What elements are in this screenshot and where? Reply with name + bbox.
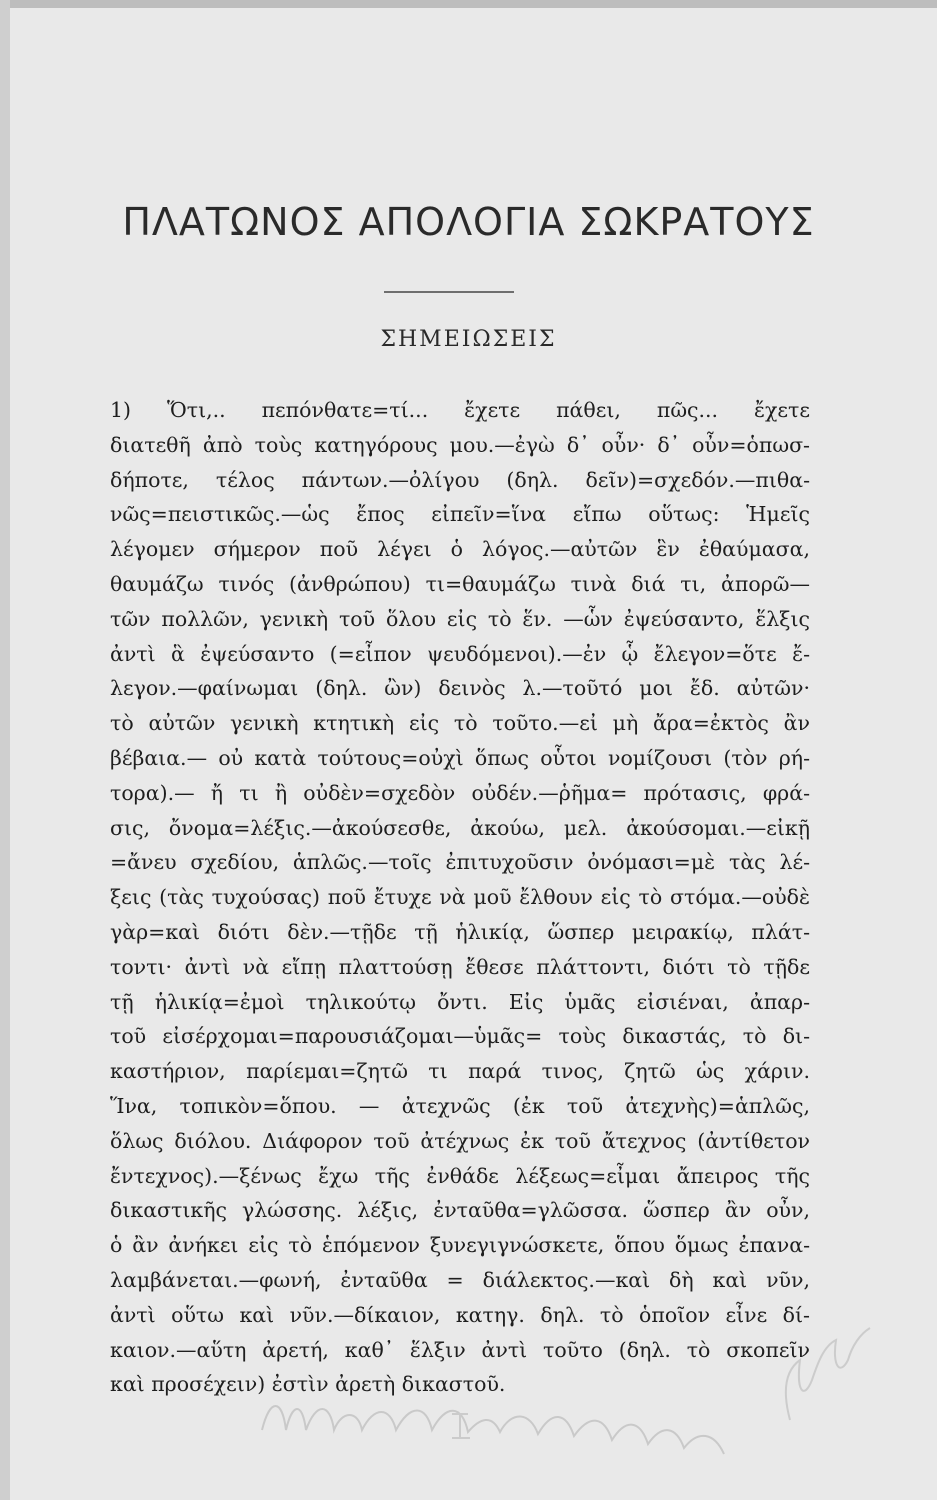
text-line: σις, ὄνομα=λέξις.—ἀκούσεσθε, ἀκούω, μελ. ἀκούσομαι.—εἰκῇ xyxy=(110,815,810,840)
section-heading: ΣΗΜΕΙΩΣΕΙΣ xyxy=(380,327,557,352)
text-line: Ἵνα, τοπικὸν=ὅπου. — ἀτεχνῶς (ἐκ τοῦ ἀτεχνὴς)=ἁπλῶς, xyxy=(110,1093,810,1118)
text-line: διατεθῆ ἀπὸ τοὺς κατηγόρους μου.—ἐγὼ δ᾽ οὖν· δ᾽ οὖν=ὁπωσ- xyxy=(110,432,810,457)
text-line: δικαστικῆς γλώσσης. λέξις, ἐνταῦθα=γλῶσσα. ὥσπερ ἂν οὖν, xyxy=(110,1198,810,1223)
text-line: τορα).— ἤ τι ἢ οὐδὲν=σχεδὸν οὐδέν.—ῥῆμα= πρότασις, φρά- xyxy=(110,780,810,805)
text-line: δήποτε, τέλος πάντων.—ὀλίγου (δηλ. δεῖν)=σχεδόν.—πιθα- xyxy=(110,467,810,492)
text-line: γὰρ=καὶ διότι δὲν.—τῇδε τῇ ἡλικίᾳ, ὥσπερ μειρακίῳ, πλάτ- xyxy=(110,919,810,944)
text-line: ἔντεχνος).—ξένως ἔχω τῆς ἐνθάδε λέξεως=εἶμαι ἄπειρος τῆς xyxy=(110,1163,810,1188)
text-line: ξεις (τὰς τυχούσας) ποῦ ἔτυχε νὰ μοῦ ἔλθουν εἰς τὸ στόμα.—οὐδὲ xyxy=(110,885,810,910)
text-line: ὁ ἂν ἀνήκει εἰς τὸ ἑπόμενον ξυνεγιγνώσκετε, ὅπου ὅμως ἐπανα- xyxy=(110,1233,810,1258)
text-line: τοντι· ἀντὶ νὰ εἴπῃ πλαττούσῃ ἔθεσε πλάττοντι, διότι τὸ τῇδε xyxy=(110,954,810,979)
text-line: τῶν πολλῶν, γενικὴ τοῦ ὅλου εἰς τὸ ἕν. —ὧν ἐψεύσαντο, ἕλξις xyxy=(110,606,810,631)
text-line: λεγον.—φαίνωμαι (δηλ. ὢν) δεινὸς λ.—τοῦτό μοι ἔδ. αὐτῶν· xyxy=(110,676,810,701)
page-top-edge xyxy=(0,0,937,8)
text-line: τὸ αὐτῶν γενικὴ κτητικὴ εἰς τὸ τοῦτο.—εἰ μὴ ἄρα=ἐκτὸς ἂν xyxy=(110,711,810,736)
text-line: νῶς=πειστικῶς.—ὡς ἔπος εἰπεῖν=ἵνα εἴπω οὕτως: Ἡμεῖς xyxy=(110,502,810,527)
notes-body xyxy=(110,393,810,1402)
text-line: τοῦ εἰσέρχομαι=παρουσιάζομαι—ὑμᾶς= τοὺς δικαστάς, τὸ δι- xyxy=(110,1024,810,1049)
text-line: θαυμάζω τινός (ἀνθρώπου) τι=θαυμάζω τινὰ διά τι, ἀπορῶ— xyxy=(110,571,810,596)
text-line: =ἄνευ σχεδίου, ἁπλῶς.—τοῖς ἐπιτυχοῦσιν ὀνόμασι=μὲ τὰς λέ- xyxy=(110,850,810,875)
text-line: ἀντὶ οὕτω καὶ νῦν.—δίκαιον, κατηγ. δηλ. τὸ ὁποῖον εἶνε δί- xyxy=(110,1302,810,1327)
title-divider xyxy=(384,291,514,293)
text-line: καὶ προσέχειν) ἐστὶν ἀρετὴ δικαστοῦ. xyxy=(110,1372,506,1397)
page-title: ΠΛΑΤΩΝΟΣ ΑΠΟΛΟΓΙΑ ΣΩΚΡΑΤΟΥΣ xyxy=(122,200,815,244)
text-line: βέβαια.— οὐ κατὰ τούτους=οὐχὶ ὅπως οὗτοι νομίζουσι (τὸν ρή- xyxy=(110,745,810,770)
text-line: καστήριον, παρίεμαι=ζητῶ τι παρά τινος, ζητῶ ὡς χάριν. xyxy=(110,1059,810,1084)
text-line: 1) Ὅτι,.. πεπόνθατε=τί... ἔχετε πάθει, πῶς... ἔχετε xyxy=(110,398,810,422)
text-line: καιον.—αὕτη ἀρετή, καθ᾽ ἕλξιν ἀντὶ τοῦτο (δηλ. τὸ σκοπεῖν xyxy=(110,1337,810,1362)
text-line: τῇ ἡλικίᾳ=ἐμοὶ τηλικούτῳ ὄντι. Εἰς ὑμᾶς εἰσιέναι, ἀπαρ- xyxy=(110,989,810,1014)
text-line: ἀντὶ ἃ ἐψεύσαντο (=εἶπον ψευδόμενοι).—ἐν ᾧ ἔλεγον=ὅτε ἔ- xyxy=(110,641,810,666)
text-line: ὅλως διόλου. Διάφορον τοῦ ἀτέχνως ἐκ τοῦ ἄτεχνος (ἀντίθετον xyxy=(110,1128,810,1153)
text-line: λαμβάνεται.—φωνή, ἐνταῦθα = διάλεκτος.—καὶ δὴ καὶ νῦν, xyxy=(110,1267,810,1292)
text-line: λέγομεν σήμερον ποῦ λέγει ὁ λόγος.—αὐτῶν ἓν ἐθαύμασα, xyxy=(110,537,810,562)
